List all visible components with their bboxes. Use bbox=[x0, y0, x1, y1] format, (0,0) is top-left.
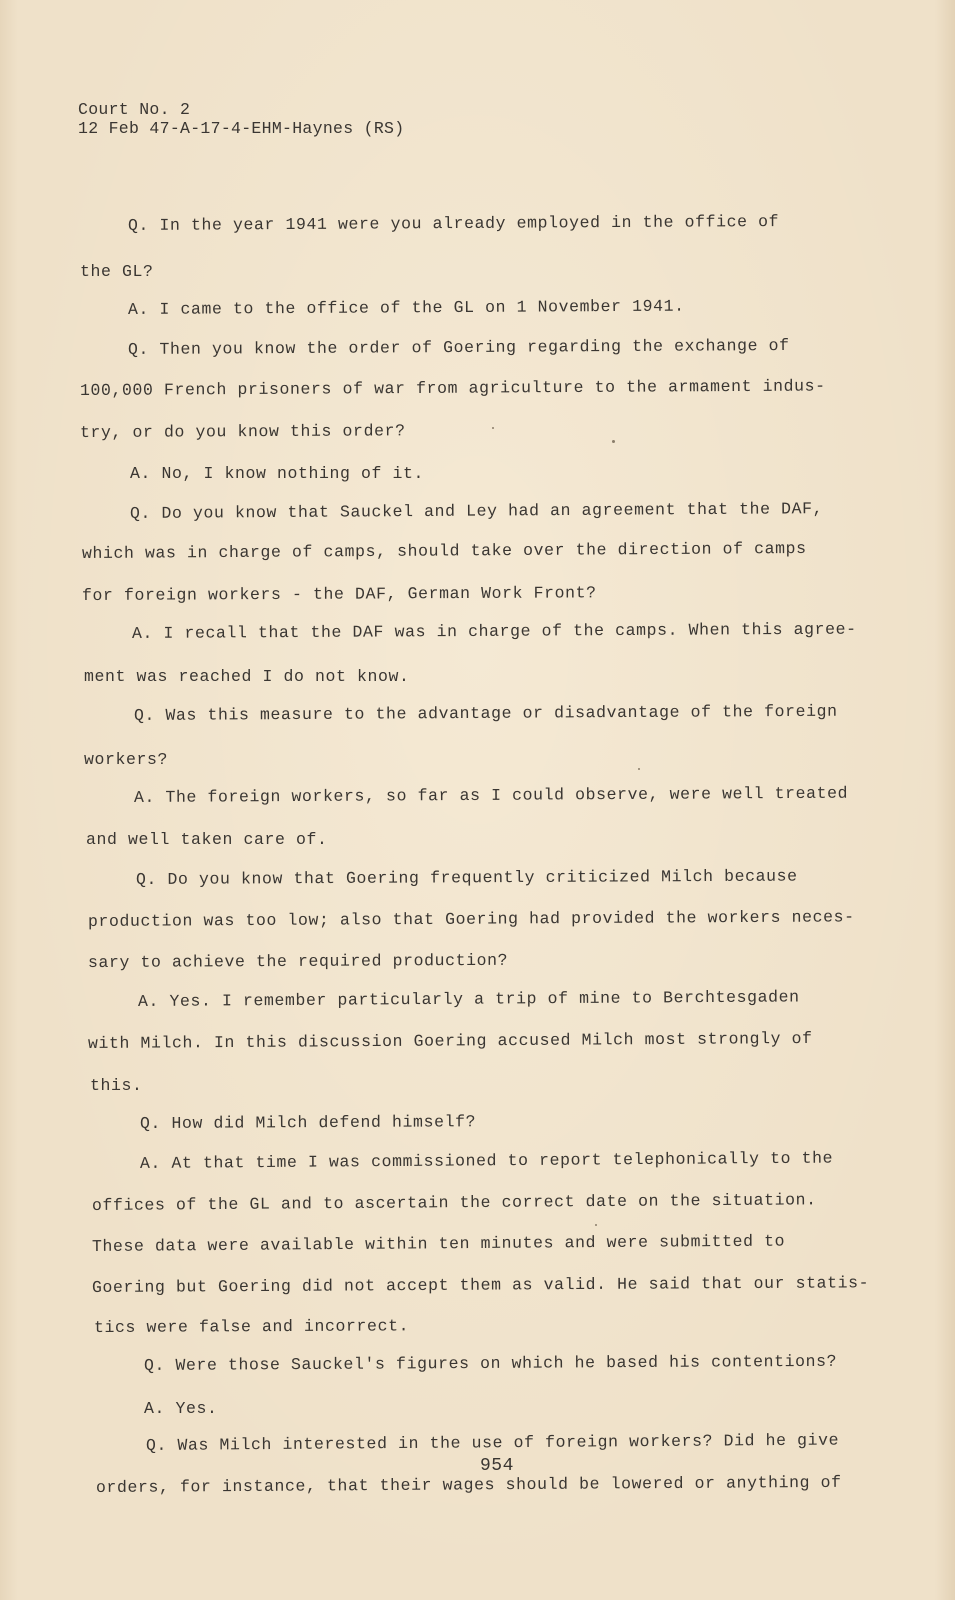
text-line: Q. Were those Sauckel's figures on which he based his contentions? bbox=[143, 1351, 838, 1375]
text-line: for foreign workers - the DAF, German Work Front? bbox=[81, 583, 597, 605]
text-line: this. bbox=[90, 1076, 143, 1095]
text-line: sary to achieve the required production? bbox=[87, 950, 509, 972]
document-reference: 12 Feb 47-A-17-4-EHM-Haynes (RS) bbox=[78, 119, 405, 138]
text-line: Q. Then you know the order of Goering regarding the exchange of bbox=[127, 335, 790, 359]
text-line: offices of the GL and to ascertain the correct date on the situation. bbox=[91, 1190, 817, 1215]
text-line: the GL? bbox=[80, 262, 154, 281]
text-line: A. Yes. I remember particularly a trip of mine to Berchtesgaden bbox=[137, 987, 800, 1011]
text-line: workers? bbox=[84, 750, 169, 769]
text-line: Q. Was this measure to the advantage or disadvantage of the foreign bbox=[133, 701, 838, 725]
document-header bbox=[78, 100, 404, 138]
text-line: ment was reached I do not know. bbox=[84, 667, 410, 686]
text-line: A. I came to the office of the GL on 1 November 1941. bbox=[127, 296, 685, 319]
text-line: with Milch. In this discussion Goering accused Milch most strongly of bbox=[87, 1028, 813, 1053]
text-line: orders, for instance, that their wages should be lowered or anything of bbox=[95, 1472, 842, 1497]
paper-speck bbox=[595, 1224, 597, 1226]
text-line: try, or do you know this order? bbox=[79, 421, 406, 442]
text-line: A. The foreign workers, so far as I could observe, were well treated bbox=[133, 783, 849, 807]
text-line: Q. Do you know that Sauckel and Ley had an agreement that the DAF, bbox=[129, 499, 824, 523]
text-line: A. Yes. bbox=[144, 1399, 218, 1418]
text-line: tics were false and incorrect. bbox=[93, 1316, 410, 1337]
text-line: Q. Do you know that Goering frequently criticized Milch because bbox=[135, 866, 798, 889]
court-number: Court No. 2 bbox=[78, 100, 191, 119]
page-number: 954 bbox=[480, 1456, 514, 1476]
text-line: Q. In the year 1941 were you already employed in the office of bbox=[127, 212, 780, 235]
text-line: which was in charge of camps, should take over the direction of camps bbox=[81, 538, 807, 563]
text-line: 100,000 French prisoners of war from agriculture to the armament indus- bbox=[79, 376, 826, 400]
text-line: Goering but Goering did not accept them as valid. He said that our statis- bbox=[91, 1273, 870, 1297]
text-line: A. I recall that the DAF was in charge of the camps. When this agree- bbox=[131, 619, 857, 643]
paper-speck bbox=[612, 440, 615, 443]
text-line: A. At that time I was commissioned to report telephonically to the bbox=[139, 1148, 834, 1173]
text-line: and well taken care of. bbox=[86, 830, 328, 849]
text-line: Q. How did Milch defend himself? bbox=[139, 1112, 477, 1133]
text-line: A. No, I know nothing of it. bbox=[130, 464, 425, 483]
paper-speck bbox=[638, 768, 640, 770]
text-line: Q. Was Milch interested in the use of foreign workers? Did he give bbox=[145, 1430, 840, 1455]
text-line: production was too low; also that Goering had provided the workers neces- bbox=[87, 907, 855, 931]
text-line: These data were available within ten minutes and were submitted to bbox=[91, 1231, 786, 1256]
paper-speck bbox=[492, 427, 494, 429]
